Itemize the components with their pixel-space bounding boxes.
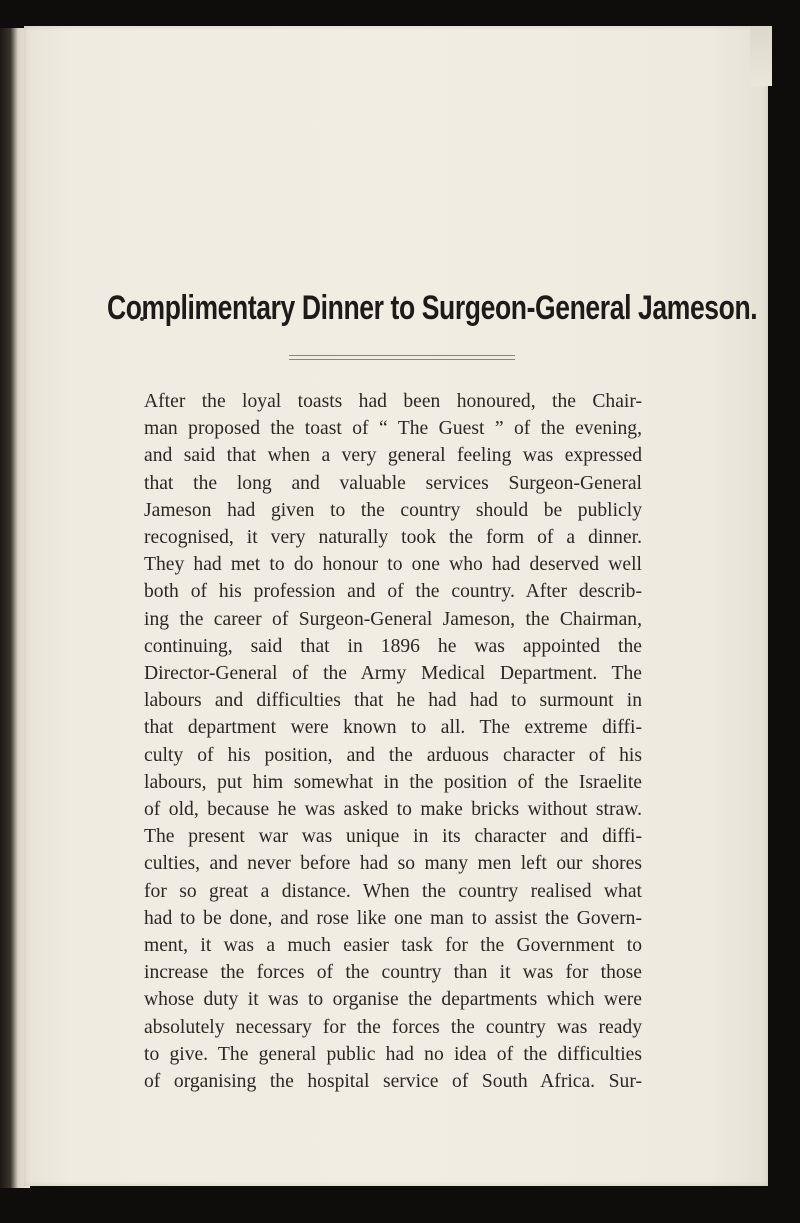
text-line: that the long and valuable services Surgeon-General	[144, 472, 642, 494]
text-line: increase the forces of the country than it was for those	[144, 962, 642, 984]
text-line: ment, it was a much easier task for the Government to	[144, 935, 642, 957]
page-sheet	[24, 26, 768, 1186]
text-line: of old, because he was asked to make bricks without straw.	[144, 799, 642, 821]
page-title: Complimentary Dinner to Surgeon-General Jameson.	[106, 289, 758, 327]
text-line: whose duty it was to organise the departments which were	[144, 989, 642, 1011]
text-line: Director-General of the Army Medical Department. The	[144, 663, 642, 685]
text-line: continuing, said that in 1896 he was appointed the	[144, 635, 642, 657]
page-corner	[750, 26, 772, 86]
text-line: ing the career of Surgeon-General Jameson, the Chairman,	[144, 608, 642, 630]
text-line: absolutely necessary for the forces the country was ready	[144, 1016, 642, 1038]
text-line: recognised, it very naturally took the form of a dinner.	[144, 527, 642, 549]
text-line: and said that when a very general feeling was expressed	[144, 445, 642, 467]
title-rule-top	[289, 355, 515, 356]
text-line: labours, put him somewhat in the position of the Israelite	[144, 771, 642, 793]
text-line: both of his profession and of the country. After describ-	[144, 581, 642, 603]
text-line: of organising the hospital service of South Africa. Sur-	[144, 1071, 642, 1093]
text-line: culty of his position, and the arduous character of his	[144, 744, 642, 766]
text-line: culties, and never before had so many men left our shores	[144, 853, 642, 875]
text-line: man proposed the toast of “ The Guest ” of the evening,	[144, 418, 642, 440]
text-line: had to be done, and rose like one man to assist the Govern-	[144, 907, 642, 929]
text-line: for so great a distance. When the country realised what	[144, 880, 642, 902]
text-line: They had met to do honour to one who had deserved well	[144, 554, 642, 576]
title-rule-bottom	[289, 359, 515, 360]
text-line: After the loyal toasts had been honoured, the Chair-	[144, 391, 642, 412]
body-paragraph	[144, 388, 642, 1095]
text-line: that department were known to all. The extreme diffi-	[144, 717, 642, 739]
text-line: labours and difficulties that he had had to surmount in	[144, 690, 642, 712]
text-line: The present war was unique in its character and diffi-	[144, 826, 642, 848]
text-line: to give. The general public had no idea of the difficulties	[144, 1043, 642, 1065]
text-line: Jameson had given to the country should be publicly	[144, 499, 642, 521]
